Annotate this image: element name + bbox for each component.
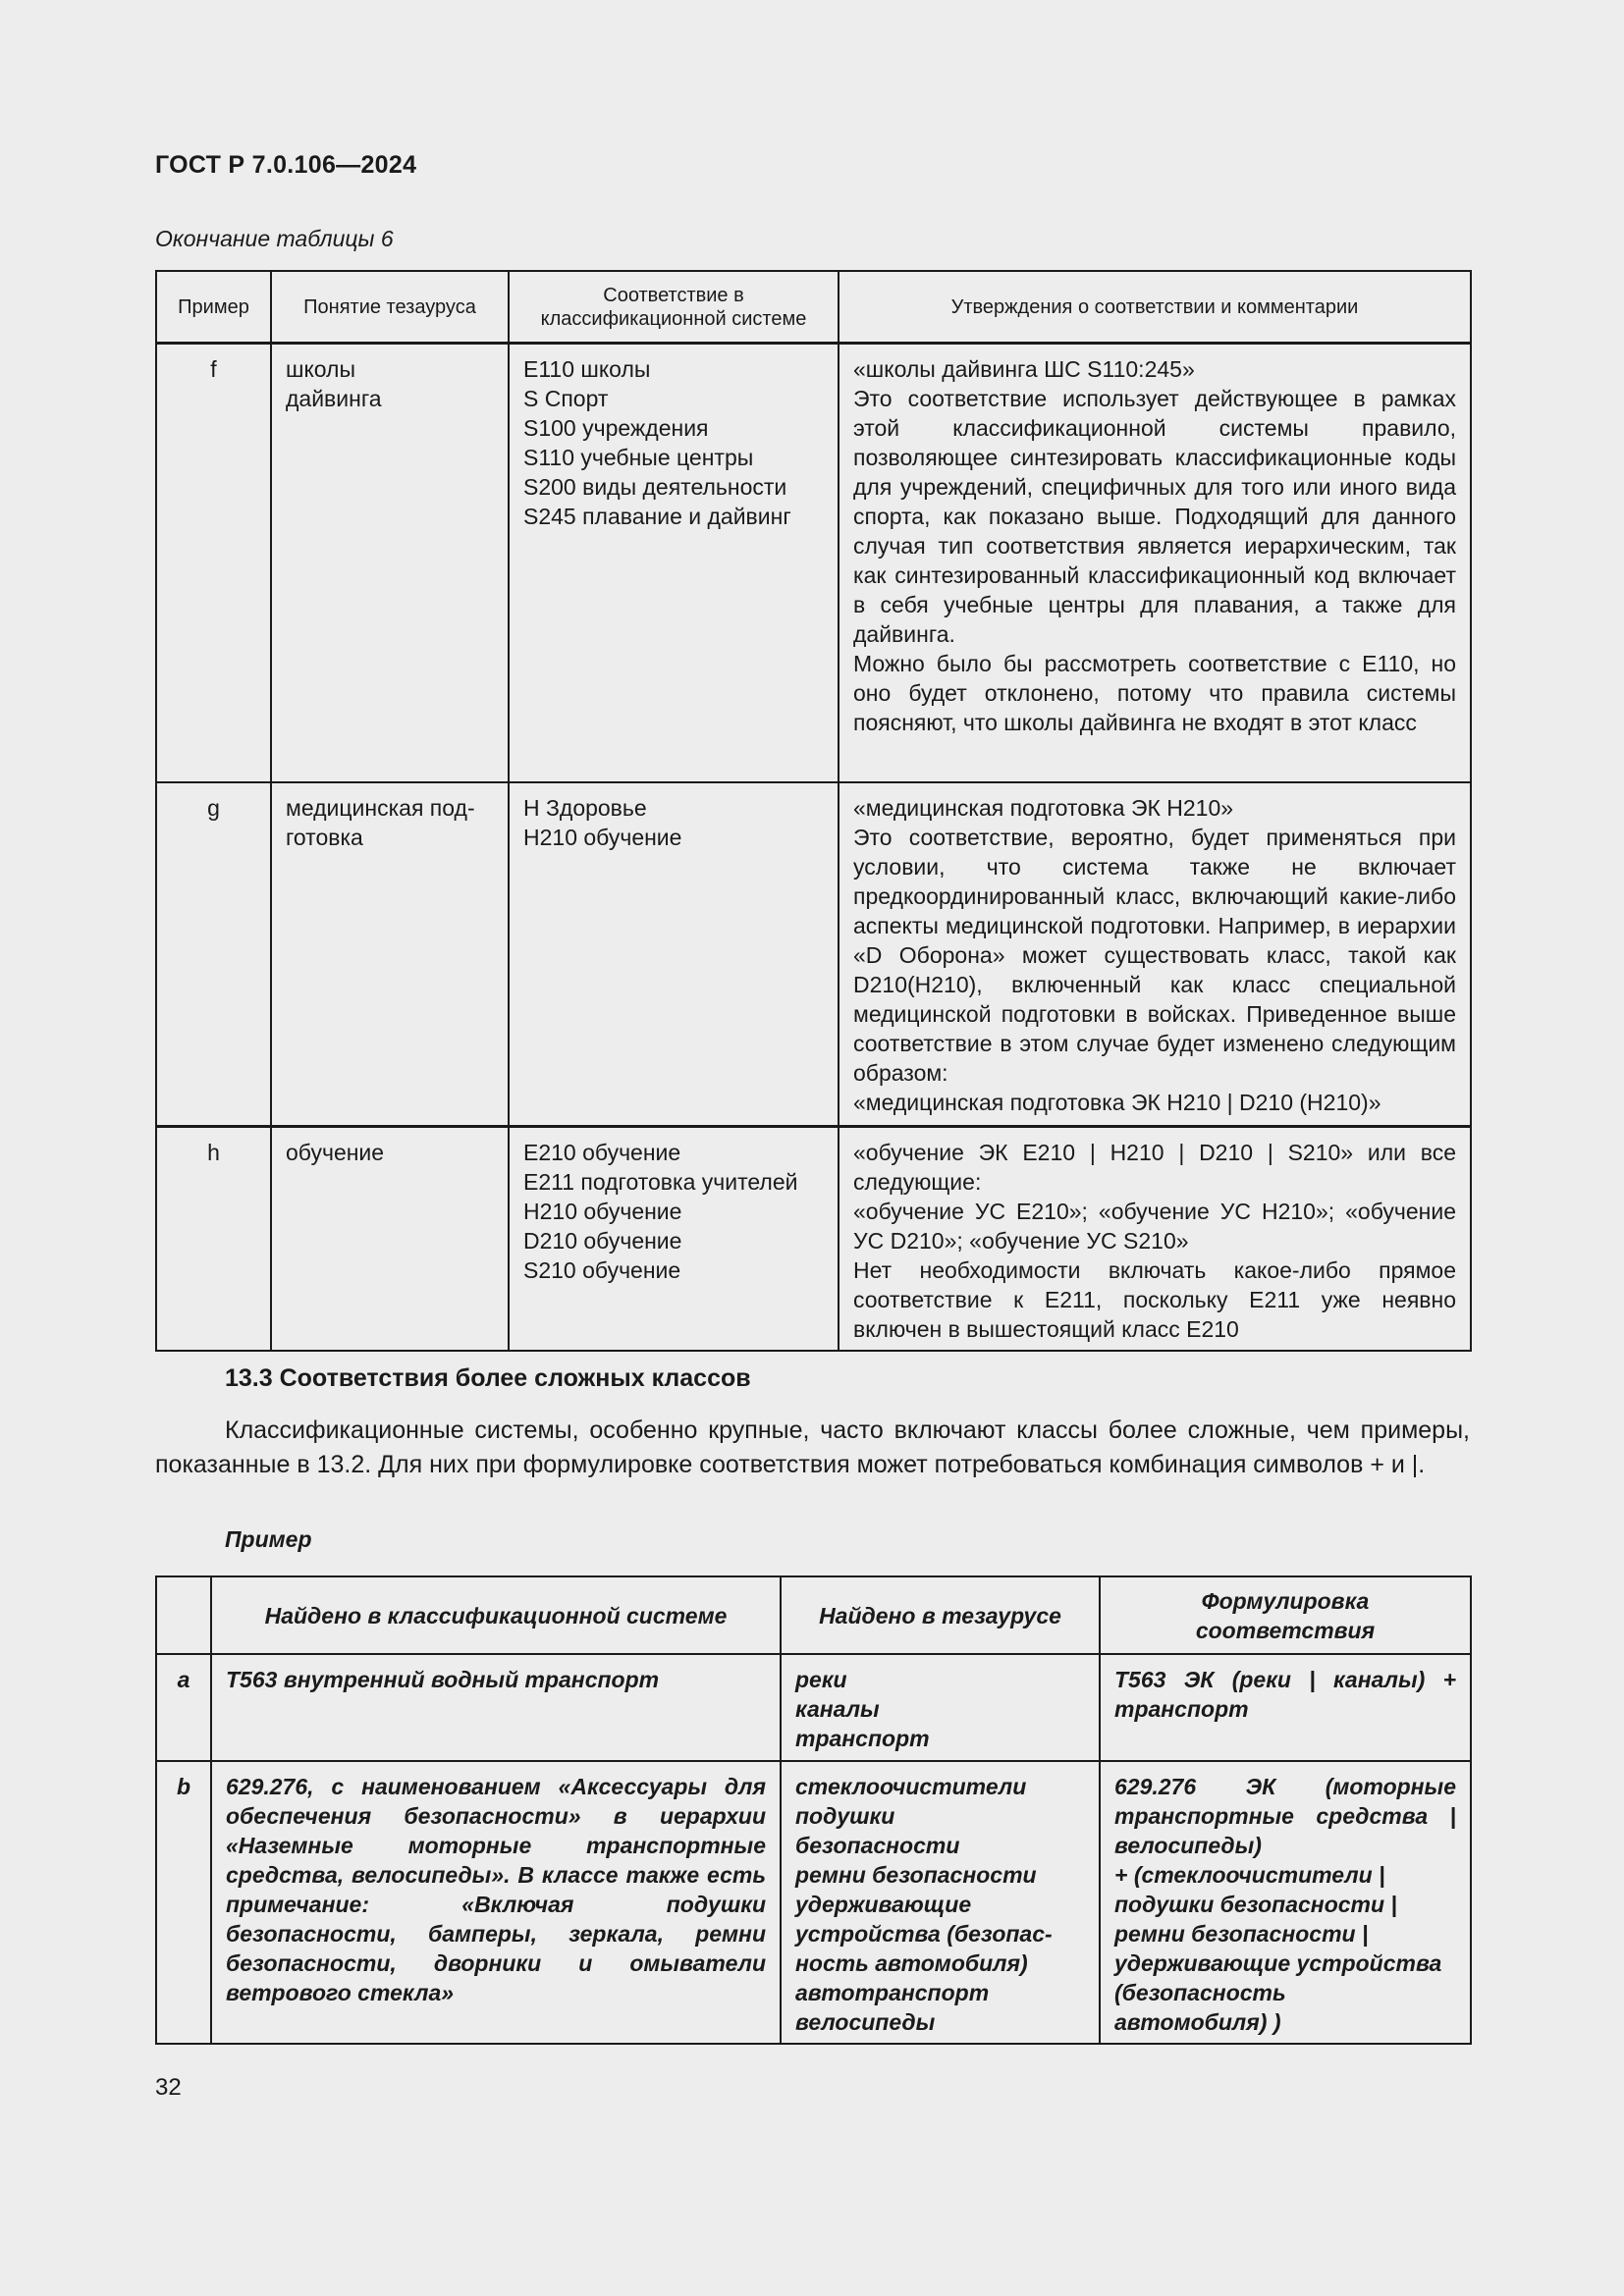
table-row <box>156 1761 1471 2044</box>
thesaurus-cell: реки каналы транспорт <box>781 1654 1100 1761</box>
classification-cell: 629.276, с наименованием «Аксессуары для обеспечения безопасности» в иерархии «Наземные моторные транспортные средства, велосипеды». В классе также есть примечание: «Включая подушки безопасности, бамперы, зеркала, ремни безопасности, дворники и омыватели ветрового стекла» <box>211 1761 781 2044</box>
document-code: ГОСТ Р 7.0.106—2024 <box>155 151 417 179</box>
page-number: 32 <box>155 2074 182 2101</box>
comment-cell: «школы дайвинга ШС S110:245» Это соответствие использует действующее в рамках этой классификационной системы правило, позволяющее синтезировать классификационные коды для учреждений, специфичных для того или иного вида спорта, как показано выше. Подходящий для данного случая тип соответствия является иерархическим, так как синтезированный классификационный код включает в себя учебные центры для плавания, а также для дайвинга. Можно было бы рассмотреть соответствие с E110, но оно будет отклонено, потому что правила системы поясняют, что школы дайвинга не входят в этот класс <box>839 344 1471 783</box>
table-6 <box>155 270 1472 1352</box>
formulation-cell: 629.276 ЭК (моторные транспортные средства | велосипеды) + (стеклоочистители | подушки безопасности | ремни безопасности | удерживающие устройства (безопасность автомобиля) ) <box>1100 1761 1471 2044</box>
row-label-cell: a <box>156 1654 211 1761</box>
thesaurus-cell: стеклоочистители подушки безопасности ремни безопасности удерживающие устройства (безопас- ность автомобиля) автотранспорт велосипеды <box>781 1761 1100 2044</box>
classification-cell: H Здоровье H210 обучение <box>509 782 839 1127</box>
formulation-cell: T563 ЭК (реки | каналы) + транспорт <box>1100 1654 1471 1761</box>
comment-cell: «медицинская подготовка ЭК H210» Это соответствие, вероятно, будет применяться при условии, что система также не включает предкоординированный класс, включающий какие-либо аспекты медицинской подготовки. Например, в иерархии «D Оборона» может существовать класс, такой как D210(H210), включенный как класс специальной медицинской подготовки в войсках. Приведенное выше соответствие в этом случае будет изменено следующим образом: «медицинская подготовка ЭК H210 | D210 (H210)» <box>839 782 1471 1127</box>
classification-cell: E210 обучение E211 подготовка учителей H210 обучение D210 обучение S210 обучение <box>509 1127 839 1352</box>
column-header-classification: Соответствие в классификационной системе <box>509 271 839 344</box>
comment-cell: «обучение ЭК E210 | H210 | D210 | S210» или все следующие: «обучение УС E210»; «обучение УС H210»; «обучение УС D210»; «обучение УС S210» Нет необходимости включать какое-либо прямое соответствие к E211, поскольку E211 уже неявно включен в вышестоящий класс E210 <box>839 1127 1471 1352</box>
row-label-cell: b <box>156 1761 211 2044</box>
example-cell: f <box>156 344 271 783</box>
classification-cell: T563 внутренний водный транспорт <box>211 1654 781 1761</box>
column-header-example: Пример <box>156 271 271 344</box>
classification-cell: E110 школы S Спорт S100 учреждения S110 учебные центры S200 виды деятельности S245 плавание и дайвинг <box>509 344 839 783</box>
column-header-classification: Найдено в классификационной системе <box>211 1576 781 1654</box>
section-heading: 13.3 Соответствия более сложных классов <box>225 1364 751 1392</box>
example-cell: h <box>156 1127 271 1352</box>
column-header-comment: Утверждения о соответствии и комментарии <box>839 271 1471 344</box>
concept-cell: медицинская под- готовка <box>271 782 509 1127</box>
table-caption: Окончание таблицы 6 <box>155 226 394 251</box>
example-label: Пример <box>225 1526 312 1552</box>
table-header-row <box>156 271 1471 344</box>
example-table <box>155 1575 1472 2045</box>
column-header-thesaurus: Найдено в тезаурусе <box>781 1576 1100 1654</box>
column-header-label <box>156 1576 211 1654</box>
concept-cell: обучение <box>271 1127 509 1352</box>
body-paragraph: Классификационные системы, особенно крупные, часто включают классы более сложные, чем примеры, показанные в 13.2. Для них при формулировке соответствия может потребоваться комбинация символов + и |. <box>155 1416 1470 1478</box>
table-row <box>156 1127 1471 1352</box>
column-header-formulation: Формулировка соответствия <box>1100 1576 1471 1654</box>
table-row <box>156 1654 1471 1761</box>
table-row <box>156 344 1471 783</box>
concept-cell: школы дайвинга <box>271 344 509 783</box>
example-cell: g <box>156 782 271 1127</box>
column-header-concept: Понятие тезауруса <box>271 271 509 344</box>
table-row <box>156 782 1471 1127</box>
table-header-row <box>156 1576 1471 1654</box>
